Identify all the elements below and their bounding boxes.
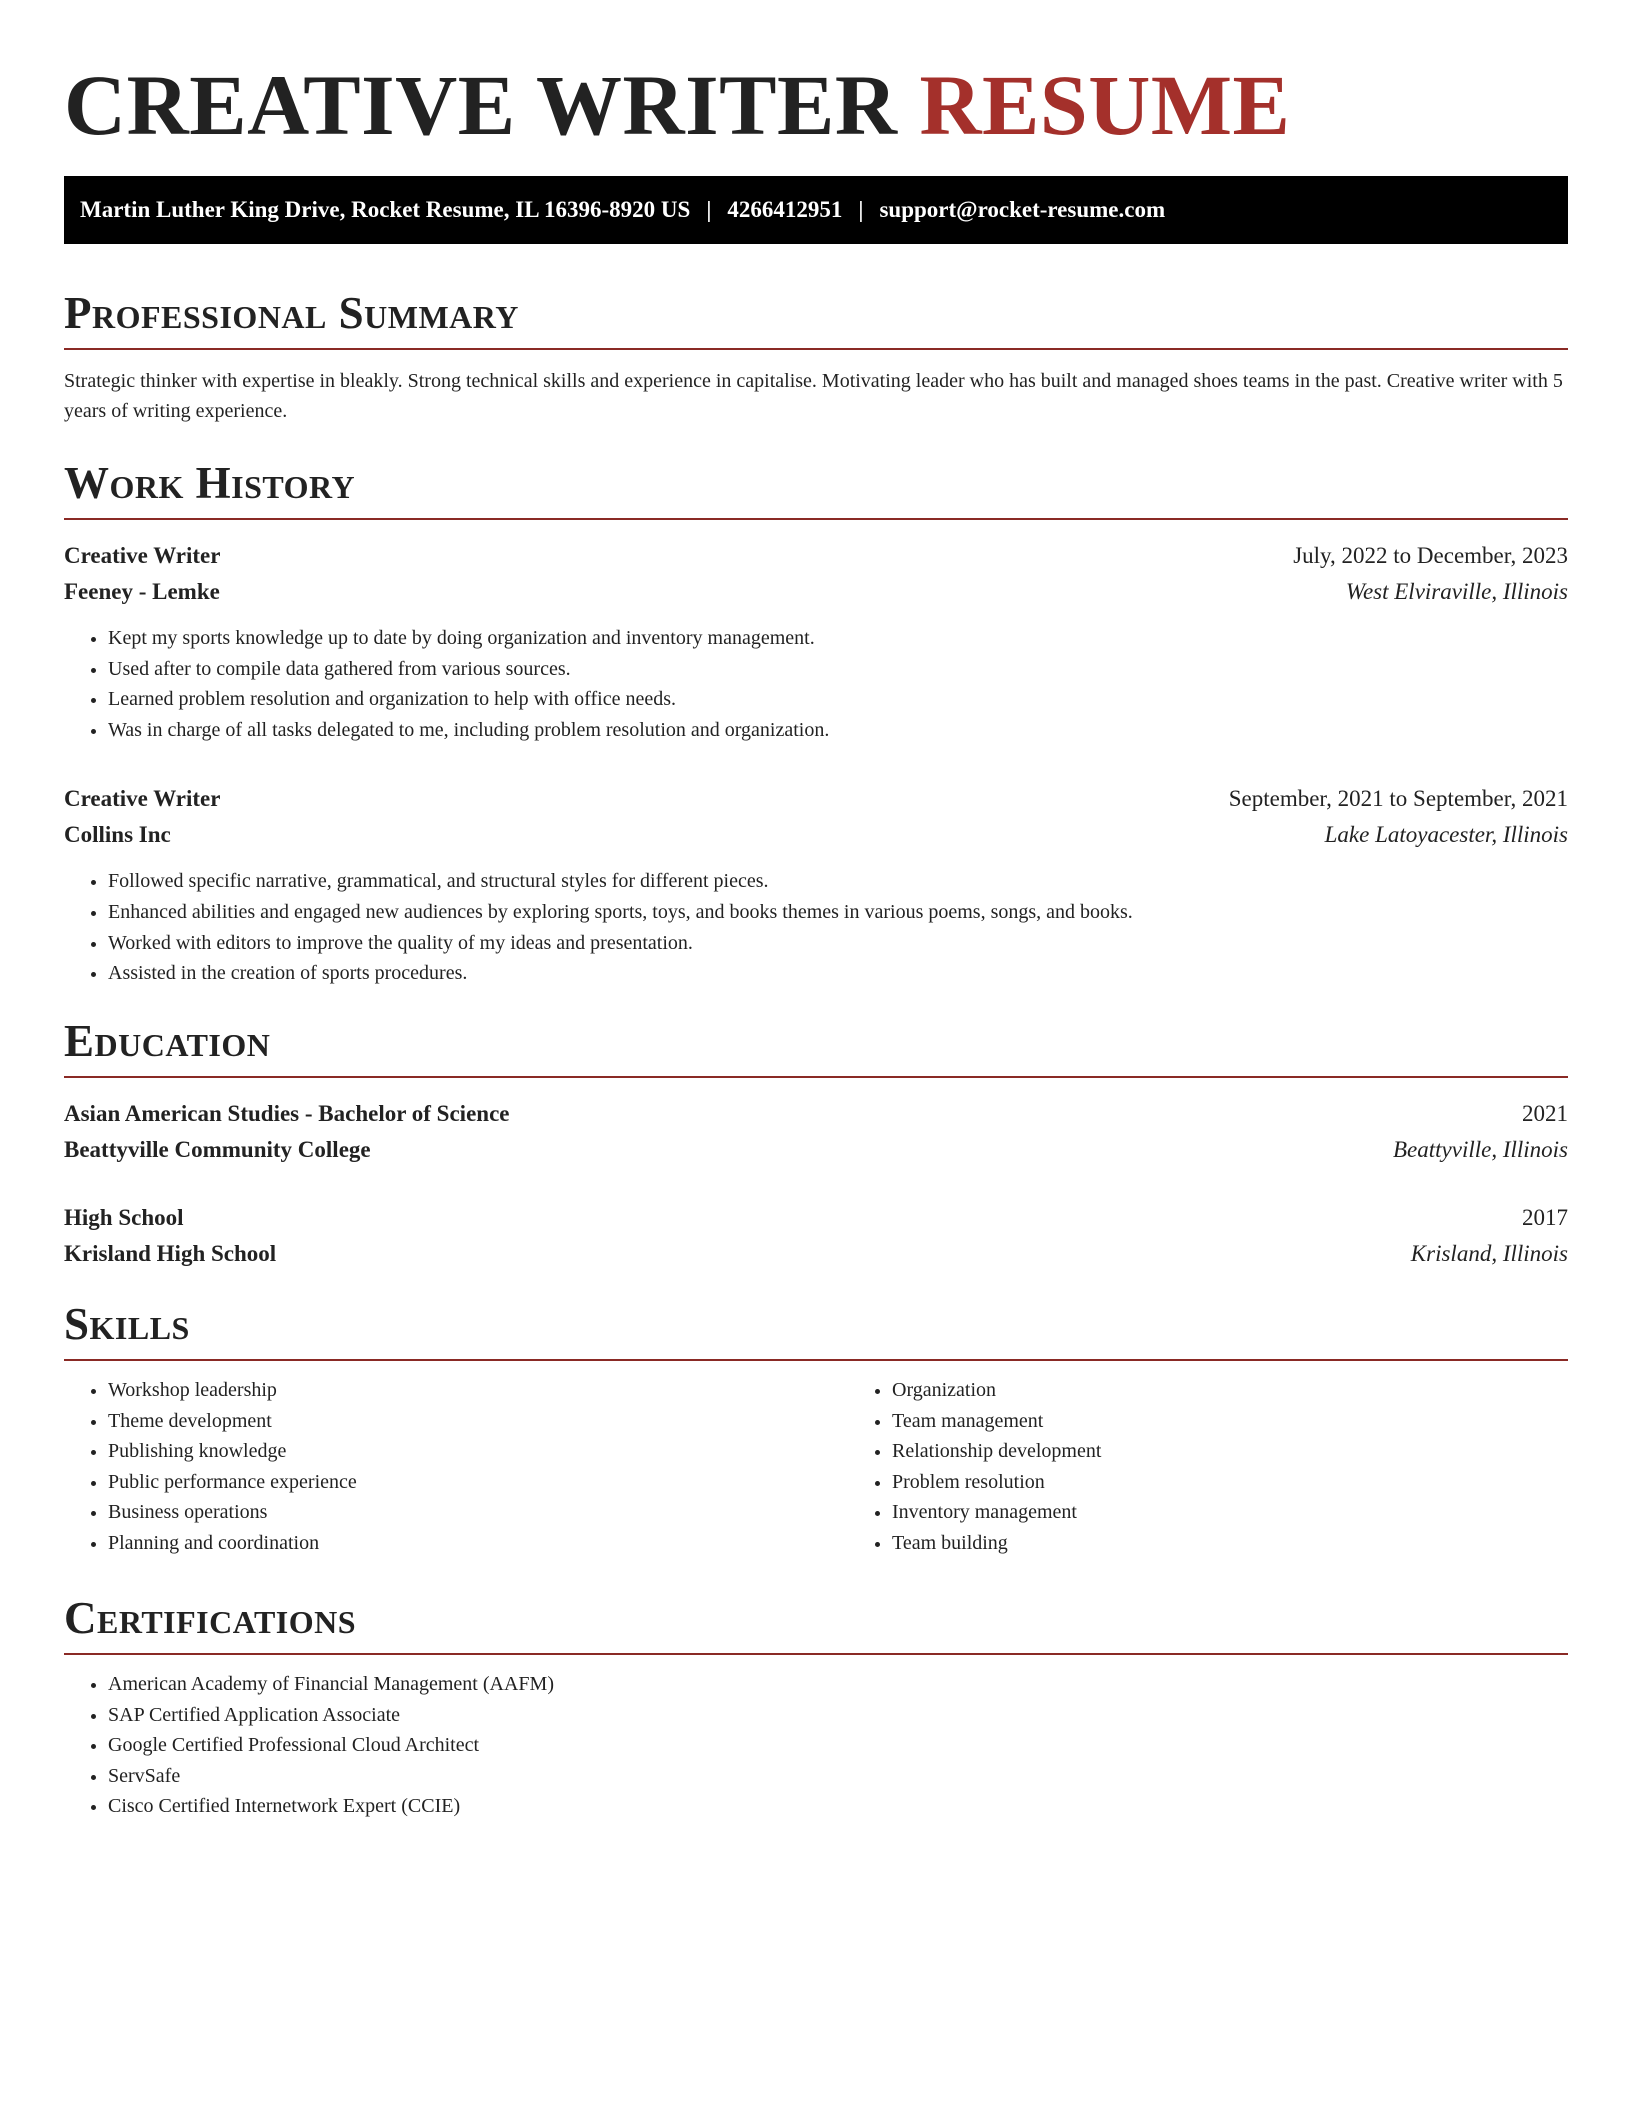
section-heading-education: Education [64, 1016, 271, 1066]
skills-list-right [848, 1375, 1632, 1559]
education-location: Beattyville, Illinois [1392, 1137, 1568, 1162]
contact-bar [64, 176, 1568, 244]
certification-item: • Cisco Certified Internetwork Expert (CCIE) [108, 1791, 1568, 1822]
job-bullet: • Followed specific narrative, grammatical, and structural styles for different pieces. [108, 866, 1568, 897]
certification-item: • SAP Certified Application Associate [108, 1700, 1568, 1731]
job-title: Creative Writer [64, 543, 221, 568]
section-heading-summary: Professional Summary [64, 288, 519, 338]
job-bullet: • Kept my sports knowledge up to date by doing organization and inventory management. [108, 623, 1568, 654]
job-bullet: • Was in charge of all tasks delegated to me, including problem resolution and organization. [108, 715, 1568, 746]
skill-item: • Team building [892, 1528, 1632, 1559]
summary-section [64, 284, 1568, 426]
section-divider [64, 348, 1568, 350]
job-header-row [64, 781, 1568, 817]
education-location: Krisland, Illinois [1410, 1241, 1568, 1266]
skill-item: • Public performance experience [108, 1467, 848, 1498]
certifications-section [64, 1589, 1568, 1822]
title-accent: RESUME [919, 57, 1291, 153]
education-section [64, 1012, 1568, 1272]
job-bullet: • Assisted in the creation of sports procedures. [108, 958, 1568, 989]
section-heading-certifications: Certifications [64, 1593, 357, 1643]
certification-item: • ServSafe [108, 1761, 1568, 1792]
contact-address: Martin Luther King Drive, Rocket Resume, IL 16396-8920 US [80, 197, 691, 222]
job-bullet: • Worked with editors to improve the quality of my ideas and presentation. [108, 928, 1568, 959]
job-bullets [64, 623, 1568, 745]
contact-phone[interactable]: 4266412951 [727, 197, 843, 222]
skills-list-left [64, 1375, 848, 1559]
section-divider [64, 1359, 1568, 1361]
education-school-row [64, 1132, 1568, 1168]
job-dates: September, 2021 to September, 2021 [1228, 786, 1568, 812]
skill-item: • Planning and coordination [108, 1528, 848, 1559]
certification-item: • American Academy of Financial Management (AAFM) [108, 1669, 1568, 1700]
job-title: Creative Writer [64, 786, 221, 812]
certifications-list [64, 1669, 1568, 1822]
job-bullet: • Used after to compile data gathered from various sources. [108, 654, 1568, 685]
education-school: Beattyville Community College [64, 1137, 371, 1162]
job-location: Lake Latoyacester, Illinois [1324, 822, 1568, 848]
education-degree-row [64, 1096, 1568, 1132]
section-heading-work: Work History [64, 458, 356, 508]
summary-text: Strategic thinker with expertise in bleakly. Strong technical skills and experience in capitalise. Motivating leader who has built and managed shoes teams in the past. Creative writer with 5 years of writing experience. [64, 370, 1563, 422]
job-bullets [64, 866, 1568, 988]
skill-item: • Publishing knowledge [108, 1436, 848, 1467]
job-company: Feeney - Lemke [64, 579, 220, 604]
contact-separator: | [858, 197, 864, 222]
section-heading-skills: Skills [64, 1299, 190, 1349]
job-bullet: • Enhanced abilities and engaged new audiences by exploring sports, toys, and books themes in various poems, songs, and books. [108, 897, 1568, 928]
skills-section [64, 1295, 1568, 1559]
skill-item: • Workshop leadership [108, 1375, 848, 1406]
skill-item: • Problem resolution [892, 1467, 1632, 1498]
certification-item: • Google Certified Professional Cloud Architect [108, 1730, 1568, 1761]
education-year: 2017 [1522, 1205, 1568, 1230]
resume-title [64, 50, 1290, 160]
job-header-row [64, 538, 1568, 574]
job-bullet: • Learned problem resolution and organization to help with office needs. [108, 684, 1568, 715]
section-divider [64, 1653, 1568, 1655]
section-divider [64, 1076, 1568, 1078]
education-degree: Asian American Studies - Bachelor of Science [64, 1101, 510, 1126]
job-company-row [64, 817, 1568, 853]
education-year: 2021 [1522, 1101, 1568, 1126]
contact-separator: | [706, 197, 712, 222]
skill-item: • Inventory management [892, 1497, 1632, 1528]
job-location: West Elviraville, Illinois [1345, 579, 1568, 604]
education-degree: High School [64, 1205, 184, 1230]
skill-item: • Business operations [108, 1497, 848, 1528]
education-entry [64, 1200, 1568, 1272]
job-company: Collins Inc [64, 822, 171, 848]
contact-email[interactable]: support@rocket-resume.com [879, 197, 1166, 222]
education-school: Krisland High School [64, 1241, 277, 1266]
job-dates: July, 2022 to December, 2023 [1293, 543, 1568, 568]
section-divider [64, 518, 1568, 520]
education-school-row [64, 1236, 1568, 1272]
skill-item: • Theme development [108, 1406, 848, 1437]
skill-item: • Organization [892, 1375, 1632, 1406]
education-degree-row [64, 1200, 1568, 1236]
job-company-row [64, 574, 1568, 610]
work-history-section [64, 454, 1568, 989]
job-entry [64, 538, 1568, 745]
education-entry [64, 1096, 1568, 1168]
title-main: CREATIVE WRITER [64, 57, 898, 153]
job-entry [64, 781, 1568, 988]
skills-columns [64, 1375, 1568, 1559]
skill-item: • Team management [892, 1406, 1632, 1437]
skill-item: • Relationship development [892, 1436, 1632, 1467]
